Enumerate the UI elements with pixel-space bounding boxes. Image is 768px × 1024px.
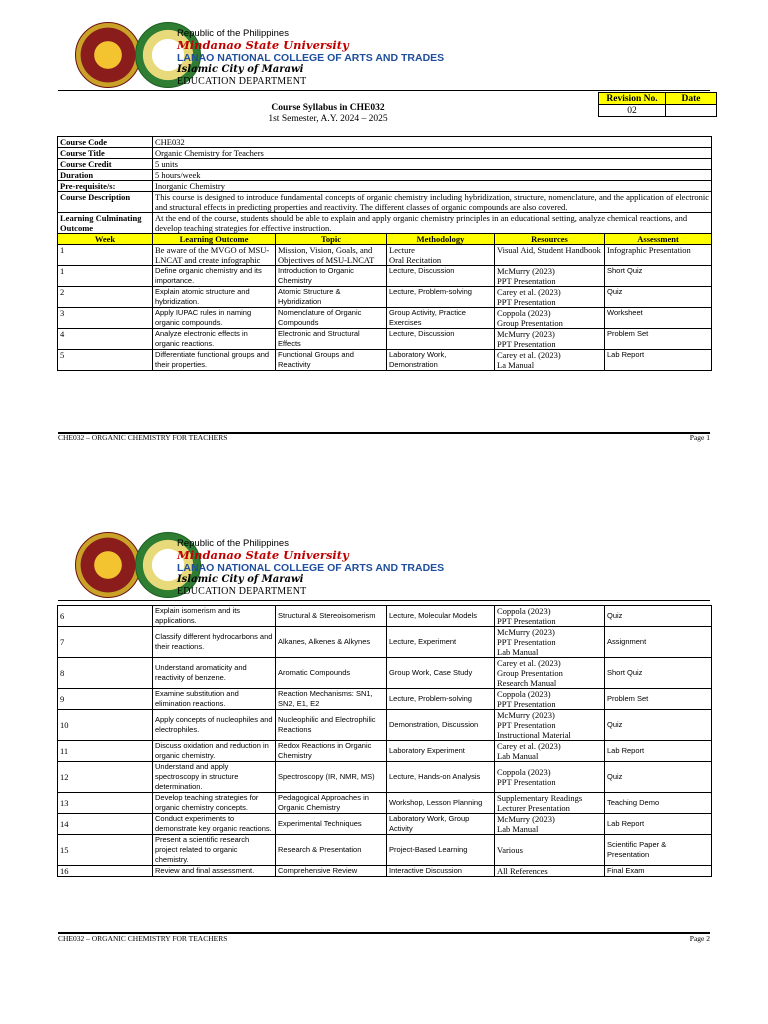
table-row <box>58 710 712 741</box>
topic-cell: Reaction Mechanisms: SN1, SN2, E1, E2 <box>276 689 387 710</box>
university-name: Mindanao State University <box>177 38 349 52</box>
topic-cell: Structural & Stereoisomerism <box>276 606 387 627</box>
table-row <box>58 245 712 266</box>
department-line: EDUCATION DEPARTMENT <box>177 586 307 597</box>
letterhead <box>75 532 715 598</box>
msu-seal-icon <box>75 22 141 88</box>
table-row <box>58 627 712 658</box>
table-row <box>58 835 712 866</box>
week-cell: 1 <box>58 245 153 266</box>
course-credit-value: 5 units <box>153 159 712 170</box>
methodology-cell: Lecture, Problem-solving <box>387 689 495 710</box>
topic-cell: Aromatic Compounds <box>276 658 387 689</box>
page-1 <box>0 0 768 460</box>
syllabus-title-line2: 1st Semester, A.Y. 2024 – 2025 <box>268 114 388 124</box>
learning-outcome-cell: Examine substitution and elimination reactions. <box>153 689 276 710</box>
col-methodology: Methodology <box>387 234 495 245</box>
city-line: Islamic City of Marawi <box>177 64 304 75</box>
methodology-cell: Lecture, Experiment <box>387 627 495 658</box>
course-code-value: CHE032 <box>153 137 712 148</box>
resources-cell: Carey et al. (2023) PPT Presentation <box>495 287 605 308</box>
assessment-cell: Quiz <box>605 606 712 627</box>
assessment-cell: Quiz <box>605 287 712 308</box>
methodology-cell: Laboratory Work, Group Activity <box>387 814 495 835</box>
table-row <box>58 793 712 814</box>
week-cell: 13 <box>58 793 153 814</box>
course-syllabus-table <box>57 136 712 371</box>
assessment-cell: Teaching Demo <box>605 793 712 814</box>
table-row <box>58 814 712 835</box>
resources-cell: Coppola (2023) PPT Presentation <box>495 689 605 710</box>
revision-table <box>598 92 717 117</box>
table-row <box>58 689 712 710</box>
table-row <box>58 866 712 877</box>
resources-cell: Coppola (2023) PPT Presentation <box>495 606 605 627</box>
resources-cell: McMurry (2023) PPT Presentation <box>495 266 605 287</box>
footer-course: CHE032 – ORGANIC CHEMISTRY FOR TEACHERS <box>58 433 228 442</box>
syllabus-title <box>58 103 598 125</box>
college-name: LANAO NATIONAL COLLEGE OF ARTS AND TRADES <box>177 562 445 574</box>
learning-outcome-cell: Discuss oxidation and reduction in organic chemistry. <box>153 741 276 762</box>
table-row <box>58 762 712 793</box>
topic-cell: Nomenclature of Organic Compounds <box>276 308 387 329</box>
resources-cell: Visual Aid, Student Handbook <box>495 245 605 266</box>
course-code-label: Course Code <box>58 137 153 148</box>
assessment-cell: Short Quiz <box>605 658 712 689</box>
methodology-cell: Lecture, Discussion <box>387 266 495 287</box>
resources-cell: Carey et al. (2023) Lab Manual <box>495 741 605 762</box>
resources-cell: Supplementary Readings Lecturer Presentation <box>495 793 605 814</box>
letterhead <box>75 22 715 88</box>
resources-cell: McMurry (2023) Lab Manual <box>495 814 605 835</box>
header-divider <box>58 90 710 91</box>
table-row <box>58 308 712 329</box>
topic-cell: Pedagogical Approaches in Organic Chemistry <box>276 793 387 814</box>
learning-outcome-cell: Explain isomerism and its applications. <box>153 606 276 627</box>
duration-label: Duration <box>58 170 153 181</box>
assessment-cell: Short Quiz <box>605 266 712 287</box>
table-row <box>58 350 712 371</box>
prerequisite-value: Inorganic Chemistry <box>153 181 712 192</box>
page-2 <box>0 510 768 1024</box>
topic-cell: Atomic Structure & Hybridization <box>276 287 387 308</box>
methodology-cell: Lecture, Hands-on Analysis <box>387 762 495 793</box>
learning-outcome-cell: Analyze electronic effects in organic reactions. <box>153 329 276 350</box>
assessment-cell: Problem Set <box>605 329 712 350</box>
course-description-label: Course Description <box>58 192 153 213</box>
learning-outcome-cell: Apply concepts of nucleophiles and electrophiles. <box>153 710 276 741</box>
footer-course: CHE032 – ORGANIC CHEMISTRY FOR TEACHERS <box>58 934 228 943</box>
duration-value: 5 hours/week <box>153 170 712 181</box>
date-label: Date <box>666 93 717 105</box>
city-line: Islamic City of Marawi <box>177 574 304 585</box>
week-cell: 8 <box>58 658 153 689</box>
methodology-cell: Lecture, Problem-solving <box>387 287 495 308</box>
resources-cell: Coppola (2023) PPT Presentation <box>495 762 605 793</box>
week-cell: 14 <box>58 814 153 835</box>
lco-value: At the end of the course, students should be able to explain and apply organic chemistry principles in an educational setting, analyze chemical reactions, and develop teaching strategies for effective instruction. <box>153 213 712 234</box>
table-row <box>58 741 712 762</box>
assessment-cell: Worksheet <box>605 308 712 329</box>
methodology-cell: Lecture, Discussion <box>387 329 495 350</box>
learning-outcome-cell: Differentiate functional groups and their properties. <box>153 350 276 371</box>
table-row <box>58 287 712 308</box>
syllabus-title-line1: Course Syllabus in CHE032 <box>271 103 385 113</box>
lco-label: Learning Culminating Outcome <box>58 213 153 234</box>
week-cell: 10 <box>58 710 153 741</box>
course-credit-label: Course Credit <box>58 159 153 170</box>
college-name: LANAO NATIONAL COLLEGE OF ARTS AND TRADES <box>177 52 445 64</box>
week-cell: 12 <box>58 762 153 793</box>
week-cell: 4 <box>58 329 153 350</box>
methodology-cell: Lecture, Molecular Models <box>387 606 495 627</box>
methodology-cell: Interactive Discussion <box>387 866 495 877</box>
republic-line: Republic of the Philippines <box>177 538 289 549</box>
topic-cell: Spectroscopy (IR, NMR, MS) <box>276 762 387 793</box>
page-number: Page 1 <box>689 433 710 442</box>
learning-outcome-cell: Develop teaching strategies for organic chemistry concepts. <box>153 793 276 814</box>
week-cell: 1 <box>58 266 153 287</box>
course-syllabus-table-continued <box>57 605 712 877</box>
assessment-cell: Lab Report <box>605 350 712 371</box>
republic-line: Republic of the Philippines <box>177 28 289 39</box>
topic-cell: Redox Reactions in Organic Chemistry <box>276 741 387 762</box>
table-row <box>58 658 712 689</box>
methodology-cell: Project-Based Learning <box>387 835 495 866</box>
topic-cell: Research & Presentation <box>276 835 387 866</box>
week-cell: 11 <box>58 741 153 762</box>
week-cell: 7 <box>58 627 153 658</box>
assessment-cell: Assignment <box>605 627 712 658</box>
week-cell: 2 <box>58 287 153 308</box>
course-title-value: Organic Chemistry for Teachers <box>153 148 712 159</box>
learning-outcome-cell: Classify different hydrocarbons and their reactions. <box>153 627 276 658</box>
methodology-cell: Workshop, Lesson Planning <box>387 793 495 814</box>
resources-cell: Coppola (2023) Group Presentation <box>495 308 605 329</box>
department-line: EDUCATION DEPARTMENT <box>177 76 307 87</box>
week-cell: 16 <box>58 866 153 877</box>
week-cell: 9 <box>58 689 153 710</box>
table-row <box>58 266 712 287</box>
resources-cell: McMurry (2023) PPT Presentation Lab Manual <box>495 627 605 658</box>
methodology-cell: Laboratory Work, Demonstration <box>387 350 495 371</box>
learning-outcome-cell: Understand and apply spectroscopy in structure determination. <box>153 762 276 793</box>
assessment-cell: Quiz <box>605 710 712 741</box>
header-divider <box>58 600 710 601</box>
assessment-cell: Problem Set <box>605 689 712 710</box>
learning-outcome-cell: Review and final assessment. <box>153 866 276 877</box>
assessment-cell: Quiz <box>605 762 712 793</box>
resources-cell: Carey et al. (2023) Group Presentation Research Manual <box>495 658 605 689</box>
week-cell: 5 <box>58 350 153 371</box>
column-header-row <box>58 234 712 245</box>
table-row <box>58 606 712 627</box>
date-value <box>666 105 717 117</box>
page-number: Page 2 <box>689 934 710 943</box>
resources-cell: Carey et al. (2023) La Manual <box>495 350 605 371</box>
topic-cell: Mission, Vision, Goals, and Objectives of MSU-LNCAT <box>276 245 387 266</box>
topic-cell: Alkanes, Alkenes & Alkynes <box>276 627 387 658</box>
resources-cell: All References <box>495 866 605 877</box>
resources-cell: McMurry (2023) PPT Presentation <box>495 329 605 350</box>
learning-outcome-cell: Understand aromaticity and reactivity of benzene. <box>153 658 276 689</box>
assessment-cell: Lab Report <box>605 814 712 835</box>
revision-label: Revision No. <box>599 93 666 105</box>
learning-outcome-cell: Explain atomic structure and hybridization. <box>153 287 276 308</box>
col-topic: Topic <box>276 234 387 245</box>
assessment-cell: Infographic Presentation <box>605 245 712 266</box>
learning-outcome-cell: Define organic chemistry and its importance. <box>153 266 276 287</box>
col-assessment: Assessment <box>605 234 712 245</box>
assessment-cell: Final Exam <box>605 866 712 877</box>
learning-outcome-cell: Conduct experiments to demonstrate key organic reactions. <box>153 814 276 835</box>
week-cell: 3 <box>58 308 153 329</box>
methodology-cell: Group Activity, Practice Exercises <box>387 308 495 329</box>
prerequisite-label: Pre-requisite/s: <box>58 181 153 192</box>
assessment-cell: Scientific Paper & Presentation <box>605 835 712 866</box>
topic-cell: Experimental Techniques <box>276 814 387 835</box>
week-cell: 6 <box>58 606 153 627</box>
course-description-value: This course is designed to introduce fundamental concepts of organic chemistry including hybridization, structure, nomenclature, and the application of electronic and structural effects in predicting properties and reactivity. The different classes of organic compounds are also covered. <box>153 192 712 213</box>
methodology-cell: Group Work, Case Study <box>387 658 495 689</box>
methodology-cell: Laboratory Experiment <box>387 741 495 762</box>
resources-cell: McMurry (2023) PPT Presentation Instructional Material <box>495 710 605 741</box>
col-week: Week <box>58 234 153 245</box>
revision-value: 02 <box>599 105 666 117</box>
methodology-cell: Lecture Oral Recitation <box>387 245 495 266</box>
topic-cell: Electronic and Structural Effects <box>276 329 387 350</box>
week-cell: 15 <box>58 835 153 866</box>
col-resources: Resources <box>495 234 605 245</box>
topic-cell: Nucleophilic and Electrophilic Reactions <box>276 710 387 741</box>
learning-outcome-cell: Apply IUPAC rules in naming organic compounds. <box>153 308 276 329</box>
col-learning-outcome: Learning Outcome <box>153 234 276 245</box>
topic-cell: Introduction to Organic Chemistry <box>276 266 387 287</box>
methodology-cell: Demonstration, Discussion <box>387 710 495 741</box>
table-row <box>58 329 712 350</box>
learning-outcome-cell: Be aware of the MVGO of MSU-LNCAT and create infographic <box>153 245 276 266</box>
learning-outcome-cell: Present a scientific research project related to organic chemistry. <box>153 835 276 866</box>
msu-seal-icon <box>75 532 141 598</box>
topic-cell: Functional Groups and Reactivity <box>276 350 387 371</box>
university-name: Mindanao State University <box>177 548 349 562</box>
assessment-cell: Lab Report <box>605 741 712 762</box>
resources-cell: Various <box>495 835 605 866</box>
course-title-label: Course Title <box>58 148 153 159</box>
topic-cell: Comprehensive Review <box>276 866 387 877</box>
